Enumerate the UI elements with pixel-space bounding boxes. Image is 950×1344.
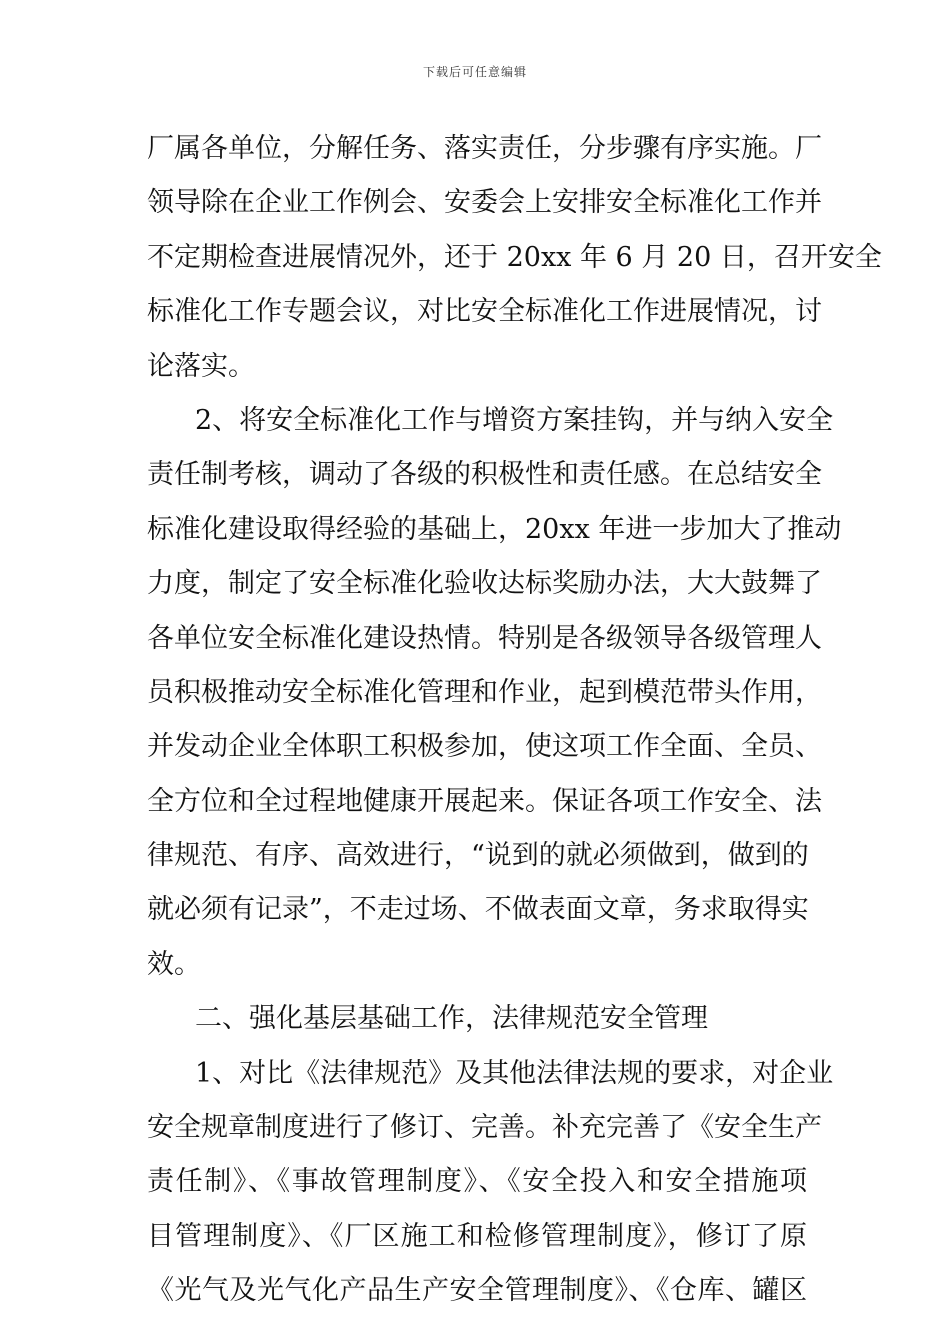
text-line: 领导除在企业工作例会、安委会上安排安全标准化工作并 — [147, 187, 822, 219]
text-line: 就必须有记录”，不走过场、不做表面文章，务求取得实 — [147, 894, 809, 926]
text-line: 2、将安全标准化工作与增资方案挂钩，并与纳入安全 — [195, 404, 834, 436]
text-line: 安全规章制度进行了修订、完善。补充完善了《安全生产 — [147, 1112, 822, 1144]
text-line: 律规范、有序、高效进行，“说到的就必须做到，做到的 — [147, 840, 809, 872]
page-header: 下载后可任意编辑 — [422, 65, 527, 79]
text-line: 标准化工作专题会议，对比安全标准化工作进展情况，讨 — [147, 296, 822, 328]
text-line: 标准化建设取得经验的基础上，20xx 年进一步加大了推动 — [147, 513, 842, 545]
text-line: 各单位安全标准化建设热情。特别是各级领导各级管理人 — [147, 622, 822, 654]
text-line: 《光气及光气化产品生产安全管理制度》、《仓库、罐区 — [147, 1275, 807, 1307]
text-line: 全方位和全过程地健康开展起来。保证各项工作安全、法 — [147, 785, 822, 817]
text-line: 厂属各单位，分解任务、落实责任，分步骤有序实施。厂 — [147, 133, 822, 164]
text-line: 责任制》、《事故管理制度》、《安全投入和安全措施项 — [147, 1166, 807, 1198]
text-line: 1、对比《法律规范》及其他法律法规的要求，对企业 — [195, 1057, 834, 1089]
text-line: 员积极推动安全标准化管理和作业，起到模范带头作用， — [147, 676, 822, 708]
text-line: 目管理制度》、《厂区施工和检修管理制度》，修订了原 — [147, 1220, 807, 1252]
text-line: 二、强化基层基础工作，法律规范安全管理 — [195, 1003, 708, 1035]
text-line: 并发动企业全体职工积极参加，使这项工作全面、全员、 — [147, 731, 822, 763]
text-line: 责任制考核，调动了各级的积极性和责任感。在总结安全 — [147, 459, 822, 491]
text-line: 效。 — [147, 948, 201, 980]
text-line: 不定期检查进展情况外，还于 20xx 年 6 月 20 日，召开安全 — [147, 241, 882, 273]
text-line: 力度，制定了安全标准化验收达标奖励办法，大大鼓舞了 — [147, 568, 822, 600]
document-body — [147, 122, 882, 1319]
text-line: 论落实。 — [147, 350, 255, 382]
